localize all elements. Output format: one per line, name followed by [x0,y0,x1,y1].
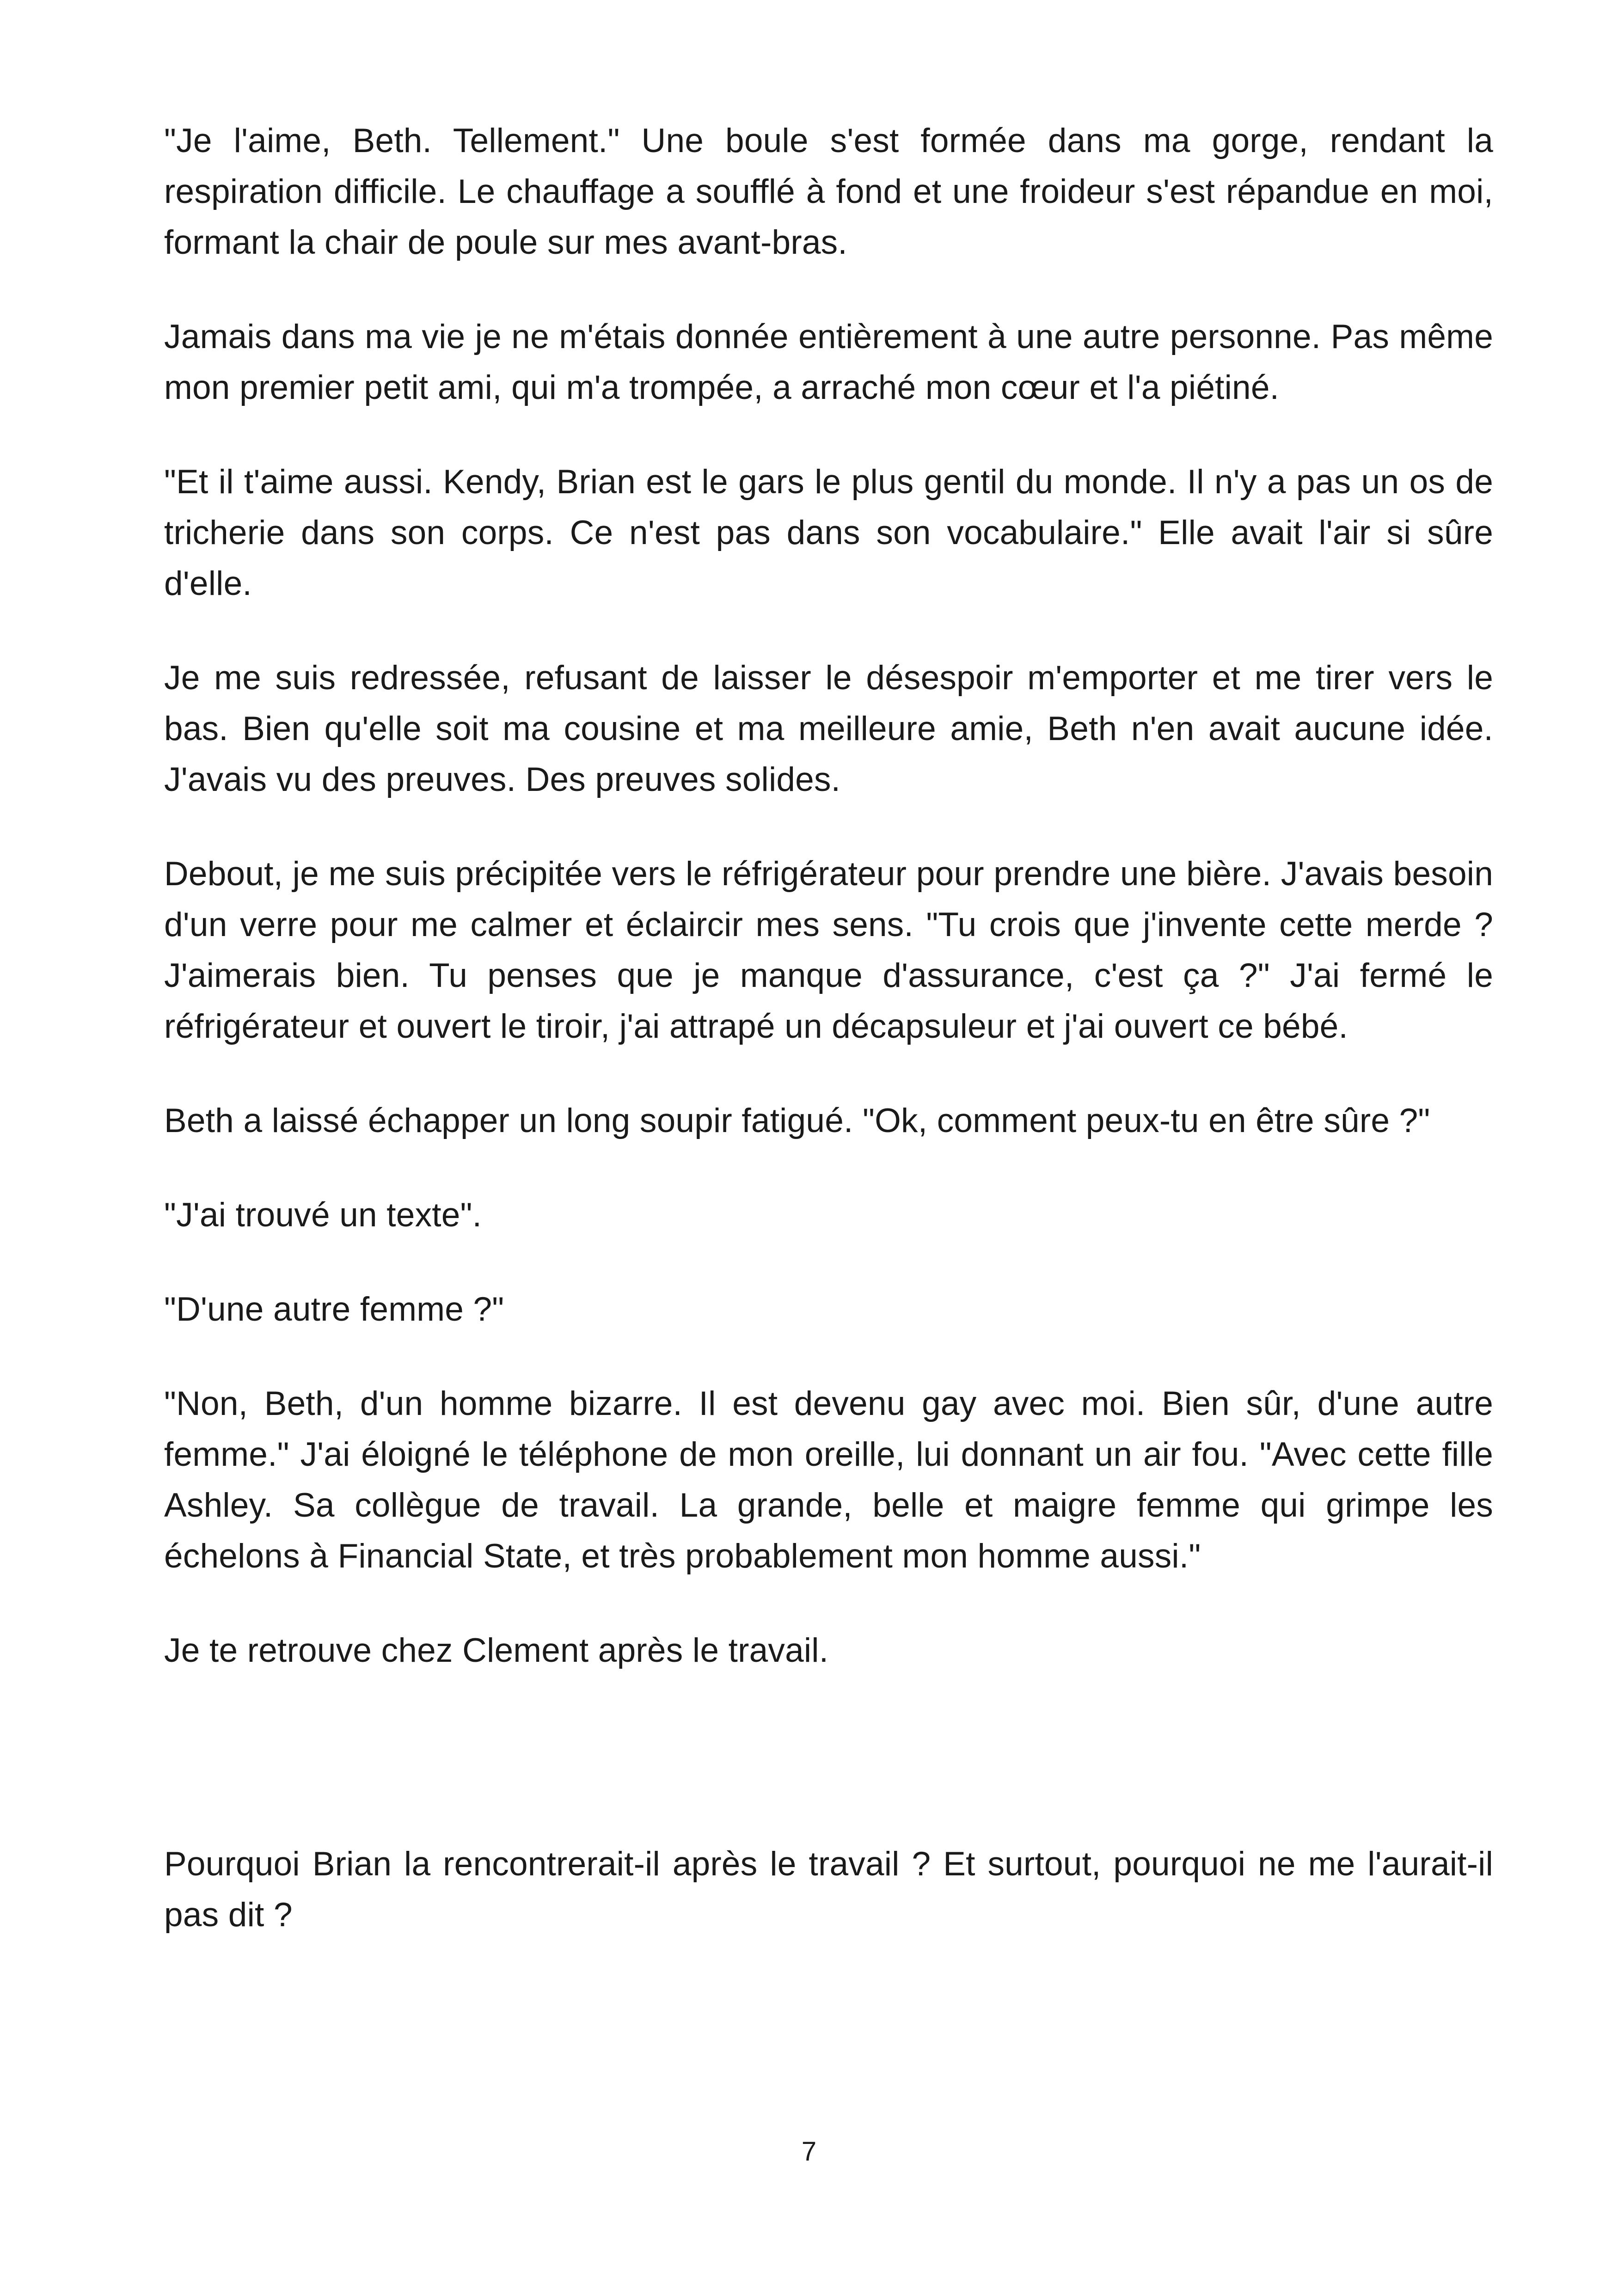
paragraph: Beth a laissé échapper un long soupir fatigué. "Ok, comment peux-tu en être sûre ?" [164,1102,1430,1139]
paragraph: "Je l'aime, Beth. Tellement." Une boule s'est formée dans ma gorge, rendant la respiration difficile. Le chauffage a soufflé à fond et une froideur s'est répandue en moi, formant la chair de poule sur mes avant-bras. [164,122,1493,261]
paragraph: Je me suis redressée, refusant de laisser le désespoir m'emporter et me tirer vers le bas. Bien qu'elle soit ma cousine et ma meilleure amie, Beth n'en avait aucune idée. J'avais vu des preuves. Des preuves solides. [164,659,1493,798]
paragraph: "Et il t'aime aussi. Kendy, Brian est le gars le plus gentil du monde. Il n'y a pas un os de tricherie dans son corps. Ce n'est pas dans son vocabulaire." Elle avait l'air si sûre d'elle. [164,463,1493,602]
text-message-quote: Je te retrouve chez Clement après le travail. [164,1632,829,1669]
paragraph: "J'ai trouvé un texte". [164,1196,482,1234]
paragraph: Jamais dans ma vie je ne m'étais donnée entièrement à une autre personne. Pas même mon premier petit ami, qui m'a trompée, a arraché mon cœur et l'a piétiné. [164,318,1493,406]
section-gap [164,1720,1493,1839]
page-number: 7 [801,2137,817,2167]
paragraph: Pourquoi Brian la rencontrerait-il après le travail ? Et surtout, pourquoi ne me l'aurait-il pas dit ? [164,1845,1493,1934]
paragraph: "D'une autre femme ?" [164,1291,504,1328]
body-text [164,116,1493,1984]
paragraph: Debout, je me suis précipitée vers le réfrigérateur pour prendre une bière. J'avais besoin d'un verre pour me calmer et éclaircir mes sens. "Tu crois que j'invente cette merde ? J'aimerais bien. Tu penses que je manque d'assurance, c'est ça ?" J'ai fermé le réfrigérateur et ouvert le tiroir, j'ai attrapé un décapsuleur et j'ai ouvert ce bébé. [164,855,1493,1045]
paragraph: "Non, Beth, d'un homme bizarre. Il est devenu gay avec moi. Bien sûr, d'une autre femme." J'ai éloigné le téléphone de mon oreille, lui donnant un air fou. "Avec cette fille Ashley. Sa collègue de travail. La grande, belle et maigre femme qui grimpe les échelons à Financial State, et très probablement mon homme aussi." [164,1385,1493,1575]
